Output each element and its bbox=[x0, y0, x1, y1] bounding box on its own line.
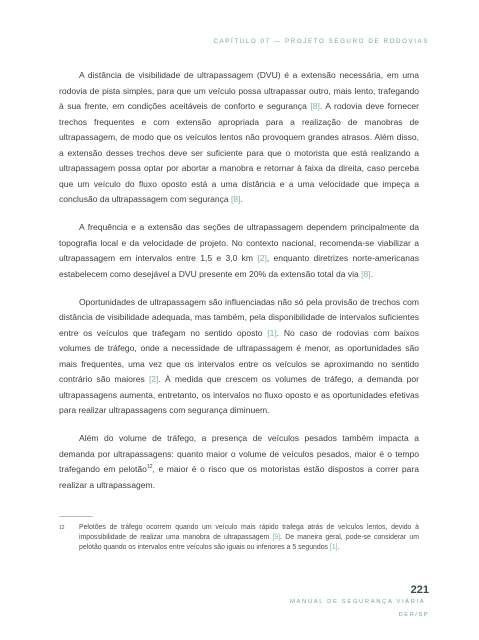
page-number: 221 bbox=[410, 584, 429, 596]
citation-link[interactable]: [9] bbox=[272, 534, 281, 542]
citation-link[interactable]: [8] bbox=[310, 101, 320, 111]
footnote-text: Pelotões de tráfego ocorrem quando um veículo mais rápido trafega atrás de veículos lentos, devido à impossibilidade de realizar uma manobra de ultrapassagem [9]. De maneira geral, pode-se considerar um pelotão quando os intervalos entre veículos são iguais ou inferiores a 5 segundos [1]. bbox=[79, 524, 419, 552]
citation-link[interactable]: [2] bbox=[148, 374, 159, 385]
footnote-reference[interactable]: 12 bbox=[146, 464, 153, 471]
paragraph-heavy-vehicles: Além do volume de tráfego, a presença de veículos pesados também impacta a demanda por ultrapassagens: quanto maior o volume de veículos pesados, maior é o tempo trafegando em pelotão$^{12}$, e maior é o risco que os motoristas estão dispostos a correr para realizar a ultrapassagem. bbox=[59, 433, 419, 490]
footnote bbox=[59, 523, 419, 554]
citation-link[interactable]: [2] bbox=[257, 253, 267, 264]
citation-link[interactable]: [1] bbox=[329, 544, 338, 552]
footer-title: MANUAL DE SEGURANÇA VIÁRIA bbox=[290, 599, 426, 605]
footnote-divider bbox=[59, 516, 93, 517]
chapter-header: CAPÍTULO 07 — PROJETO SEGURO DE RODOVIAS bbox=[213, 38, 429, 45]
paragraph-frequency: A frequência e a extensão das seções de ultrapassagem dependem principalmente da topografia local e da velocidade de projeto. No contexto nacional, recomenda-se viabilizar a ultrapassagem em intervalos entre 1,5 e 3,0 km [2], enquanto diretrizes norte-americanas estabelecem como desejável a DVU presente em 20% da extensão total da via [8]. bbox=[59, 222, 419, 279]
citation-link[interactable]: [8] bbox=[361, 268, 371, 279]
paragraph-opportunities: Oportunidades de ultrapassagem são influenciadas não só pela provisão de trechos com distância de visibilidade adequada, mas também, pela disponibilidade de intervalos suficientes entre os veículos que trafegam no sentido oposto [1]. No caso de rodovias com baixos volumes de tráfego, onde a necessidade de ultrapassagem é menor, as oportunidades são mais frequentes, uma vez que os intervalos entre os veículos se aproximando no sentido contrário são maiores [2]. À medida que crescem os volumes de tráfego, a demanda por ultrapassagens aumenta, entretanto, os intervalos no fluxo oposto e as oportunidades efetivas para realizar ultrapassagens com segurança diminuem. bbox=[59, 296, 420, 416]
footnote-mark: 12 bbox=[59, 525, 65, 531]
footer-org: DER/SP bbox=[398, 612, 429, 618]
paragraph-dvu-definition: A distância de visibilidade de ultrapassagem (DVU) é a extensão necessária, em uma rodovia de pista simples, para que um veículo possa ultrapassar outro, mais lento, trafegando à sua frente, em condições aceitáveis de conforto e segurança [8]. A rodovia deve fornecer trechos frequentes e com extensão apropriada para a realização de manobras de ultrapassagem, de modo que os veículos lentos não provoquem grandes atrasos. Além disso, a extensão desses trechos deve ser suficiente para que o motorista que está realizando a ultrapassagem possa optar por abortar a manobra e retornar à faixa da direita, caso perceba que um veículo do fluxo oposto está a uma distância e a uma velocidade que impeça a conclusão da ultrapassagem com segurança [8]. bbox=[59, 70, 419, 204]
citation-link[interactable]: [8] bbox=[231, 194, 241, 204]
citation-link[interactable]: [1] bbox=[267, 327, 277, 338]
body-text bbox=[59, 68, 419, 506]
